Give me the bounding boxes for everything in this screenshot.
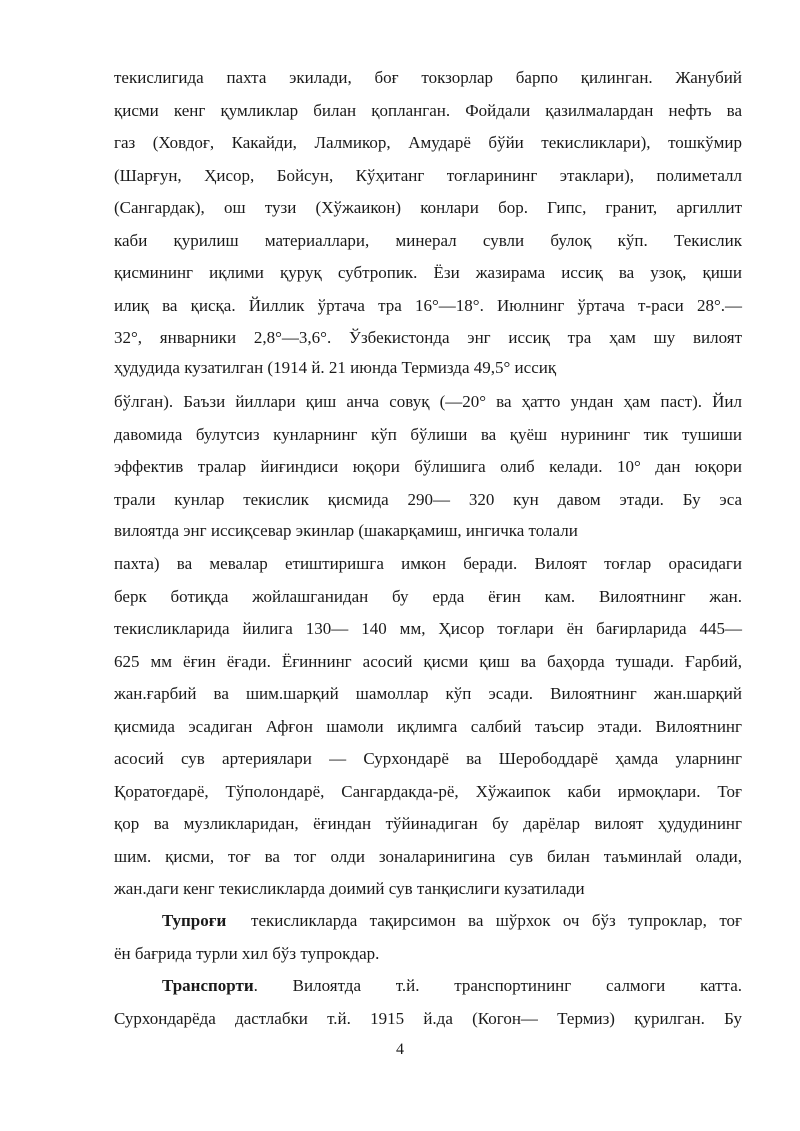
text-line: Қоратоғдарё, Тўполондарё, Сангардакда-рё, Хўжаипок каби ирмоқлари. Тоғ bbox=[114, 782, 742, 801]
text-line: текислигида пахта экилади, боғ токзорлар барпо қилинган. Жанубий bbox=[114, 68, 742, 87]
text-line: жан.даги кенг текисликларда доимий сув танқислиги кузатилади bbox=[114, 879, 585, 898]
text-line: қор ва музликларидан, ёғиндан тўйинадиган бу дарёлар вилоят ҳудудининг bbox=[114, 814, 742, 833]
text-line: 625 мм ёғин ёғади. Ёғиннинг асосий қисми қиш ва баҳорда тушади. Ғарбий, bbox=[114, 652, 742, 671]
text-line: бўлган). Баъзи йиллари қиш анча совуқ (—20° ва ҳатто ундан ҳам паст). Йил bbox=[114, 392, 742, 411]
text-line: ён бағрида турли хил бўз тупрокдар. bbox=[114, 944, 380, 963]
text-line: эффектив тралар йиғиндиси юқори бўлишига олиб келади. 10° дан юқори bbox=[114, 457, 742, 476]
page-number: 4 bbox=[396, 1041, 404, 1058]
transport-text: . Вилоятда т.й. транспортининг салмоги катта. bbox=[253, 976, 742, 995]
text-line: давомида булутсиз кунларнинг кўп бўлиши ва қуёш нурининг тик тушиши bbox=[114, 425, 742, 444]
text-line: газ (Ховдоғ, Какайди, Лалмикор, Амударё бўйи текисликлари), тошкўмир bbox=[114, 133, 742, 152]
soil-text: текисликларда тақирсимон ва шўрхок оч бўз тупроклар, тоғ bbox=[251, 911, 742, 930]
text-line: қисмининг иқлими қуруқ субтропик. Ёзи жазирама иссиқ ва узоқ, қиши bbox=[114, 263, 742, 282]
transport-paragraph-line bbox=[162, 975, 742, 997]
text-line: пахта) ва мевалар етиштиришга имкон беради. Вилоят тоғлар орасидаги bbox=[114, 554, 742, 573]
text-line: илиқ ва қисқа. Йиллик ўртача тра 16°—18°. Июлнинг ўртача т-раси 28°.— bbox=[114, 296, 742, 315]
text-line: жан.ғарбий ва шим.шарқий шамоллар кўп эсади. Вилоятнинг жан.шарқий bbox=[114, 684, 742, 703]
text-line: 32°, январники 2,8°—3,6°. Ўзбекистонда энг иссиқ тра ҳам шу вилоят bbox=[114, 328, 742, 347]
text-line: Сурхондарёда дастлабки т.й. 1915 й.да (Когон— Термиз) қурилган. Бу bbox=[114, 1009, 742, 1028]
text-line: қисми кенг қумликлар билан қопланган. Фойдали қазилмалардан нефть ва bbox=[114, 101, 742, 120]
text-line: шим. қисми, тоғ ва тог олди зоналаринигина сув билан таъминлай олади, bbox=[114, 847, 742, 866]
soil-heading: Тупроғи bbox=[162, 911, 227, 930]
text-line: қисмида эсадиган Афғон шамоли иқлимга салбий таъсир этади. Вилоятнинг bbox=[114, 717, 742, 736]
text-line: трали кунлар текислик қисмида 290— 320 кун давом этади. Бу эса bbox=[114, 490, 742, 509]
text-line: (Сангардак), ош тузи (Хўжаикон) конлари бор. Гипс, гранит, аргиллит bbox=[114, 198, 742, 217]
text-line: текисликларида йилига 130— 140 мм, Ҳисор тоғлари ён бағирларида 445— bbox=[114, 619, 742, 638]
text-line: асосий сув артериялари — Сурхондарё ва Шерободдарё ҳамда уларнинг bbox=[114, 749, 742, 768]
text-line: каби қурилиш материаллари, минерал сувли булоқ кўп. Текислик bbox=[114, 231, 742, 250]
text-line: берк ботиқда жойлашганидан бу ерда ёғин кам. Вилоятнинг жан. bbox=[114, 587, 742, 606]
soil-paragraph-line bbox=[162, 910, 742, 932]
text-line: ҳудудида кузатилган (1914 й. 21 июнда Термизда 49,5° иссиқ bbox=[114, 358, 557, 377]
transport-heading: Транспорти bbox=[162, 976, 254, 995]
text-line: (Шарғун, Ҳисор, Бойсун, Кўҳитанг тоғларининг этаклари), полиметалл bbox=[114, 166, 742, 185]
text-line: вилоятда энг иссиқсевар экинлар (шакарқамиш, ингичка толали bbox=[114, 521, 578, 540]
